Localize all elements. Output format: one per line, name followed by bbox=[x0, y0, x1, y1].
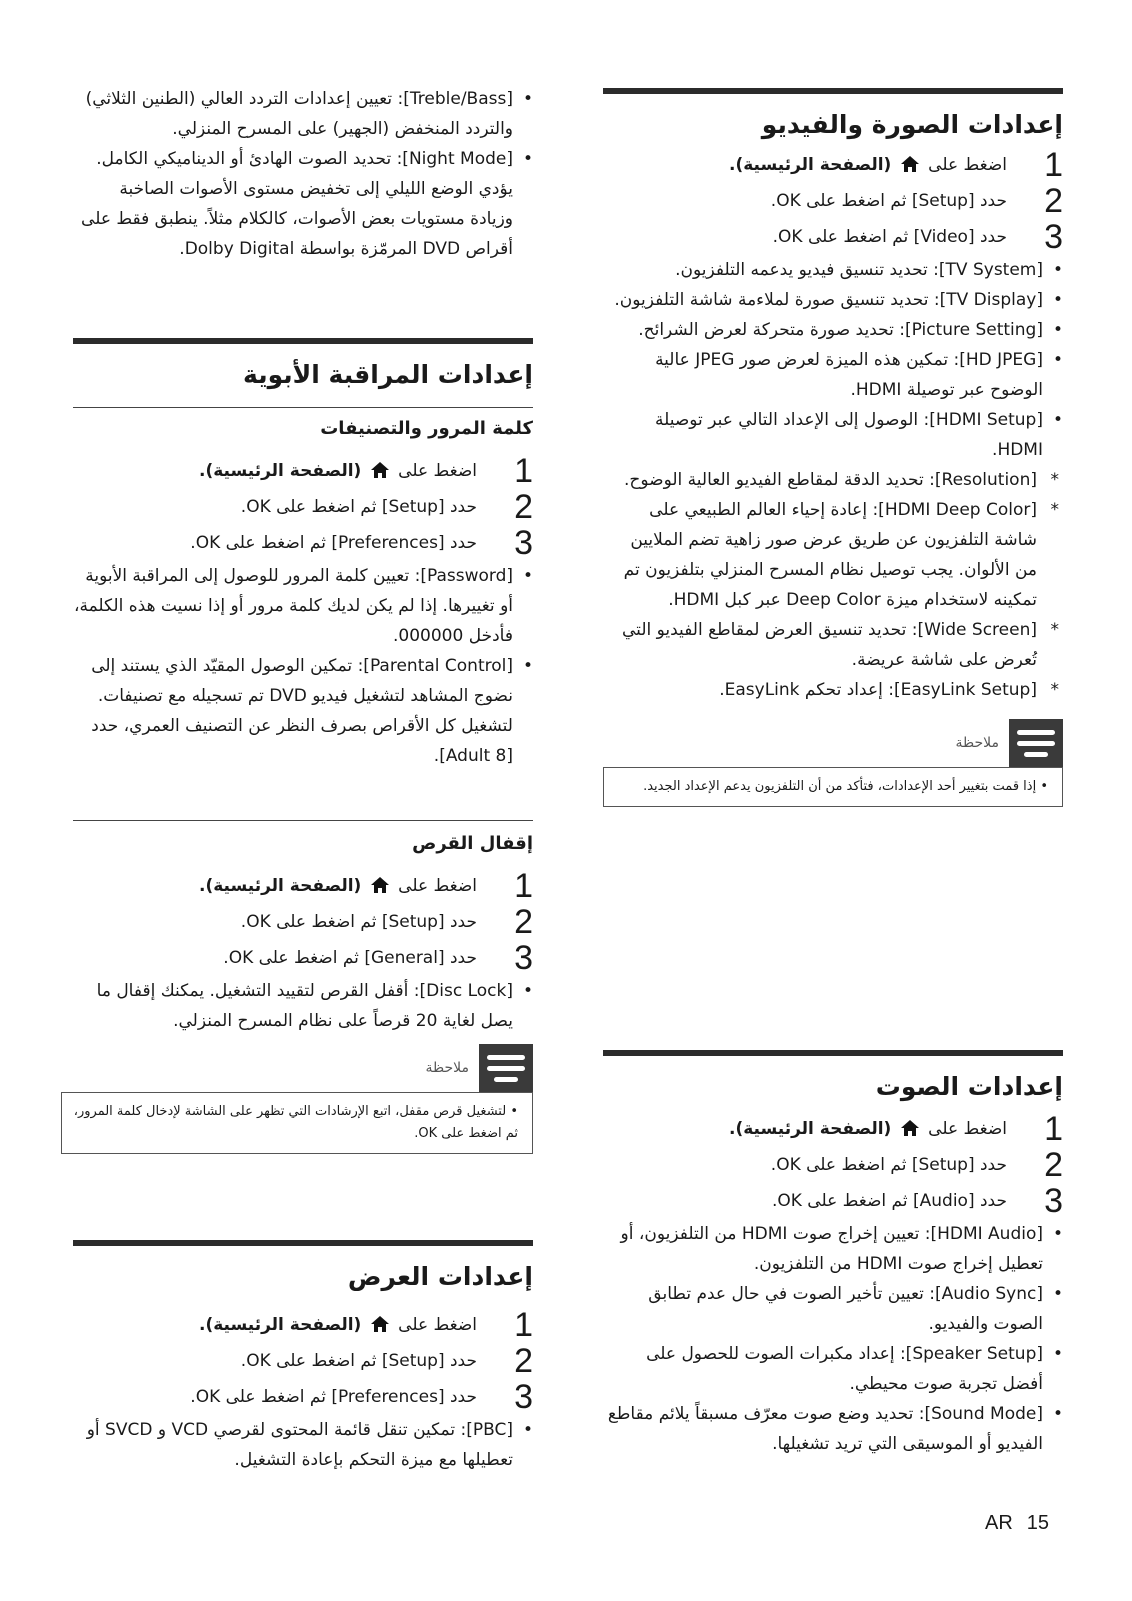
step-1: 1 اضغط على (الصفحة الرئيسية). bbox=[729, 145, 1063, 184]
password-subsection-title: كلمة المرور والتصنيفات bbox=[320, 418, 533, 439]
step-1: 1 اضغط على (الصفحة الرئيسية). bbox=[199, 866, 533, 905]
disc-lock-title: إقفال القرص bbox=[412, 833, 533, 854]
display-settings-section bbox=[73, 1240, 533, 1475]
home-icon bbox=[371, 462, 389, 478]
audio-options-continued bbox=[73, 84, 533, 264]
audio-section-title: إعدادات الصوت bbox=[875, 1072, 1063, 1101]
language-code: AR bbox=[985, 1512, 1013, 1534]
note-icon bbox=[1009, 719, 1063, 767]
video-note: ملاحظة • إذا قمت بتغيير أحد الإعدادات، فتأكد من أن التلفزيون يدعم الإعداد الجديد. bbox=[603, 719, 1063, 807]
password-subsection bbox=[73, 407, 533, 771]
audio-options bbox=[603, 1219, 1063, 1459]
video-settings-section bbox=[603, 88, 1063, 807]
password-steps bbox=[73, 453, 533, 561]
page-footer bbox=[985, 1512, 1063, 1535]
step-3: 3 حدد [Preferences] ثم اضغط على OK. bbox=[190, 523, 533, 562]
option-hdmi-setup: • [HDMI Setup]: الوصول إلى الإعداد التالي عبر توصيلة HDMI. bbox=[654, 410, 1063, 460]
home-icon bbox=[371, 1316, 389, 1332]
option-tv-display: • [TV Display]: تحديد تنسيق صورة لملاءمة شاشة التلفزيون. bbox=[614, 290, 1063, 310]
parental-section-title: إعدادات المراقبة الأبوية bbox=[243, 360, 533, 389]
step-2: 2 حدد [Setup] ثم اضغط على OK. bbox=[770, 1145, 1063, 1184]
option-hd-jpeg: • [HD JPEG]: تمكين هذه الميزة لعرض صور JPEG عالية الوضوح عبر توصيلة HDMI. bbox=[655, 350, 1063, 400]
home-icon bbox=[901, 1120, 919, 1136]
option-tv-system: • [TV System]: تحديد تنسيق فيديو يدعمه التلفزيون. bbox=[675, 260, 1063, 280]
page-number: 15 bbox=[1026, 1512, 1050, 1534]
disc-lock-subsection bbox=[73, 820, 533, 1154]
step-1: 1 اضغط على (الصفحة الرئيسية). bbox=[199, 1305, 533, 1344]
step-3: 3 حدد [Audio] ثم اضغط على OK. bbox=[771, 1181, 1063, 1220]
home-icon bbox=[371, 877, 389, 893]
audio-settings-section bbox=[603, 1050, 1063, 1459]
option-treble-bass: • [Treble/Bass]: تعيين إعدادات التردد العالي (الطنين الثلاثي) والتردد المنخفض (الجهير) على المسرح المنزلي. bbox=[85, 89, 533, 139]
hdmi-sub-options bbox=[603, 465, 1063, 705]
step-2: 2 حدد [Setup] ثم اضغط على OK. bbox=[240, 902, 533, 941]
option-hdmi-deep-color: * [HDMI Deep Color]: إعادة إحياء العالم الطبيعي على شاشة التلفزيون عن طريق عرض صور زاهية تضم الملايين من الألوان. يجب توصيل نظام المسرح المنزلي بتلفزيون تم تمكينه لاستخدام ميزة Deep Color عبر كبل HDMI. bbox=[623, 500, 1059, 610]
note-box: • لتشغيل قرص مقفل، اتبع الإرشادات التي تظهر على الشاشة لإدخال كلمة المرور، ثم اضغط على OK. bbox=[61, 1092, 533, 1154]
step-2: 2 حدد [Setup] ثم اضغط على OK. bbox=[770, 181, 1063, 220]
option-sound-mode: • [Sound Mode]: تحديد وضع صوت معرّف مسبقاً يلائم مقاطع الفيديو أو الموسيقى التي تريد تشغيلها. bbox=[607, 1404, 1063, 1454]
audio-steps bbox=[603, 1111, 1063, 1219]
parental-settings-section bbox=[73, 338, 533, 771]
step-1: 1 اضغط على (الصفحة الرئيسية). bbox=[729, 1109, 1063, 1148]
option-pbc: • [PBC]: تمكين تنقل قائمة المحتوى لقرصي VCD و SVCD أو تعطيلها مع ميزة التحكم بإعادة التشغيل. bbox=[86, 1420, 533, 1470]
note-box: • إذا قمت بتغيير أحد الإعدادات، فتأكد من أن التلفزيون يدعم الإعداد الجديد. bbox=[603, 767, 1063, 807]
step-3: 3 حدد [Video] ثم اضغط على OK. bbox=[772, 217, 1063, 256]
step-3: 3 حدد [General] ثم اضغط على OK. bbox=[223, 938, 533, 977]
password-options bbox=[73, 561, 533, 771]
video-steps bbox=[603, 147, 1063, 255]
display-section-title: إعدادات العرض bbox=[347, 1262, 533, 1291]
display-options bbox=[73, 1415, 533, 1475]
disc-lock-steps bbox=[73, 868, 533, 976]
option-easylink-setup: * [EasyLink Setup]: إعداد تحكم EasyLink. bbox=[719, 680, 1059, 700]
home-icon bbox=[901, 156, 919, 172]
option-night-mode: • [Night Mode]: تحديد الصوت الهادئ أو الديناميكي الكامل. يؤدي الوضع الليلي إلى تخفيض مستوى الأصوات الصاخبة وزيادة مستويات بعض الأصوات، كالكلام مثلاً. ينطبق فقط على أقراص DVD المرمّزة بواسطة Dolby Digital. bbox=[81, 149, 533, 259]
step-2: 2 حدد [Setup] ثم اضغط على OK. bbox=[240, 487, 533, 526]
option-disc-lock: • [Disc Lock]: أقفل القرص لتقييد التشغيل. يمكنك إقفال ما يصل لغاية 20 قرصاً على نظام المسرح المنزلي. bbox=[96, 981, 533, 1031]
note-icon bbox=[479, 1044, 533, 1092]
disc-lock-options bbox=[73, 976, 533, 1036]
option-password: • [Password]: تعيين كلمة المرور للوصول إلى المراقبة الأبوية أو تغييرها. إذا لم يكن لديك كلمة مرور أو إذا نسيت هذه الكلمة، فأدخل 000000. bbox=[73, 566, 533, 646]
option-parental-control: • [Parental Control]: تمكين الوصول المقيّد الذي يستند إلى نضوج المشاهد لتشغيل فيديو DVD تم تسجيله مع تصنيفات. لتشغيل كل الأقراص بصرف النظر عن التصنيف العمري، حدد [Adult 8]. bbox=[91, 656, 533, 766]
step-1: 1 اضغط على (الصفحة الرئيسية). bbox=[199, 451, 533, 490]
audio-settings-continued bbox=[73, 84, 533, 264]
step-2: 2 حدد [Setup] ثم اضغط على OK. bbox=[240, 1341, 533, 1380]
disc-lock-note: ملاحظة • لتشغيل قرص مقفل، اتبع الإرشادات التي تظهر على الشاشة لإدخال كلمة المرور، ثم اضغط على OK. bbox=[73, 1044, 533, 1154]
video-section-title: إعدادات الصورة والفيديو bbox=[761, 110, 1063, 139]
option-picture-setting: • [Picture Setting]: تحديد صورة متحركة لعرض الشرائح. bbox=[638, 320, 1063, 340]
option-resolution: * [Resolution]: تحديد الدقة لمقاطع الفيديو العالية الوضوح. bbox=[623, 470, 1059, 490]
option-hdmi-audio: • [HDMI Audio]: تعيين إخراج صوت HDMI من التلفزيون، أو تعطيل إخراج صوت HDMI من التلفزيون. bbox=[620, 1224, 1063, 1274]
option-wide-screen: * [Wide Screen]: تحديد تنسيق العرض لمقاطع الفيديو التي تُعرض على شاشة عريضة. bbox=[622, 620, 1059, 670]
video-options bbox=[603, 255, 1063, 465]
step-3: 3 حدد [Preferences] ثم اضغط على OK. bbox=[190, 1377, 533, 1416]
option-audio-sync: • [Audio Sync]: تعيين تأخير الصوت في حال عدم تطابق الصوت والفيديو. bbox=[648, 1284, 1063, 1334]
option-speaker-setup: • [Speaker Setup]: إعداد مكبرات الصوت للحصول على أفضل تجربة صوت محيطي. bbox=[646, 1344, 1063, 1394]
display-steps bbox=[73, 1307, 533, 1415]
